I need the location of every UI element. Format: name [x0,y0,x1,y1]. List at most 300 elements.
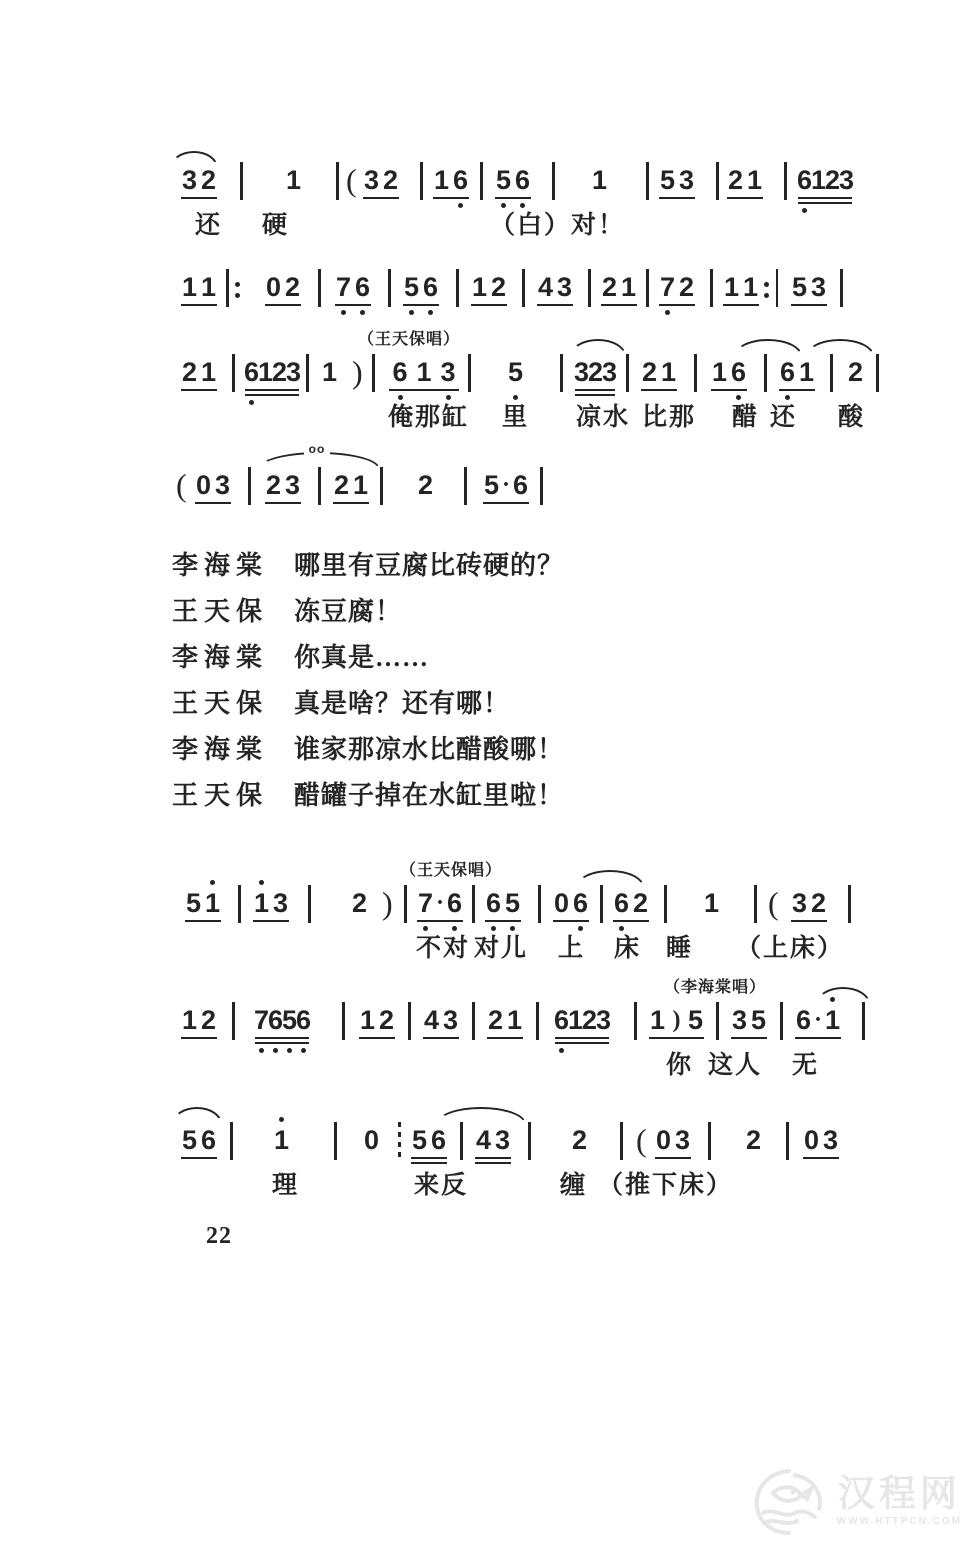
note-group [790,272,828,302]
page-number: 22 [206,1223,232,1249]
note-digit: 1 [252,888,271,918]
note-group [658,165,696,195]
note-digit: 1 [471,272,488,302]
beam-underline [711,389,747,391]
barline [336,162,339,200]
barline [776,269,779,307]
beam-underline [359,1037,395,1039]
barline [626,354,629,392]
lyric-text: （推下床） [598,1172,734,1199]
dialogue-row [172,780,564,826]
note-digit: 6 [729,357,748,387]
note-digit: 3 [214,470,231,500]
barline [840,269,843,307]
note-digit: 6 [512,470,529,500]
watermark [749,1465,962,1539]
barline [308,885,311,923]
note-symbol: · [813,1007,822,1033]
beam-underline [185,920,221,922]
lyric-text: 比那 [642,404,697,431]
barline [372,354,375,392]
lyric-text: （白）对！ [490,212,626,239]
beam-underline [245,389,299,391]
octave-dot-below [578,926,583,931]
note-group [797,165,853,195]
beam-underline [181,1157,217,1159]
note-digit: 1 [711,357,728,387]
note-group [778,357,816,387]
barline [694,354,697,392]
repeat-dots [764,276,769,304]
barline [306,354,309,392]
note-digit: 1 [200,272,217,302]
dialogue-text: 你真是…… [294,643,430,672]
note-digit: 5 [282,1005,296,1035]
note-group [794,1005,842,1035]
note-group [332,470,370,500]
note-digit: 3 [674,1125,691,1155]
beam-underline [253,920,289,922]
octave-dot-above [279,1117,284,1122]
note-digit: 1 [352,470,369,500]
barline [468,354,471,392]
note-group [846,357,865,387]
beam-underline [601,304,637,306]
repeat-end-sign [764,269,778,307]
note-group [702,888,721,918]
note-digit: 2 [378,1005,395,1035]
note-digit: 2 [582,1005,598,1035]
beam-underline [423,1037,459,1039]
note-digit: 4 [423,1005,440,1035]
beam-underline [265,304,301,306]
barline [634,1002,637,1040]
octave-dot-below [341,310,346,315]
octave-dot-below [619,926,624,931]
note-digit: 2 [200,1005,217,1035]
note-digit: 5 [791,272,808,302]
barline [420,162,423,200]
note-digit: 1 [703,888,720,918]
note-digit: 6 [200,1125,217,1155]
note-digit: 2 [601,272,618,302]
note-digit: 1 [591,165,608,195]
note-digit: 2 [200,165,217,195]
barline [318,269,321,307]
beam-underline [641,389,677,391]
note-group [284,165,303,195]
barline [522,269,525,307]
beam-underline [433,197,469,199]
watermark-url: WWW.HTTPCN.COM [836,1516,962,1527]
note-group [484,888,522,918]
note-digit: 6 [445,888,464,918]
repeat-dot [235,293,240,298]
beam-underline [255,1042,309,1044]
speaker-name: 李海棠 [172,735,269,764]
octave-dot-below [273,1048,278,1053]
note-group [358,1005,396,1035]
system-1 [0,162,974,255]
note-digit: 3 [442,1005,459,1035]
barline [830,354,833,392]
note-digit: 1 [823,1005,842,1035]
dialogue-row [172,688,564,734]
dialogue-text: 谁家那凉水比醋酸哪！ [294,735,565,764]
barline [318,467,321,505]
parenthesis: ) [382,885,393,921]
note-digit: 3 [596,1005,612,1035]
note-digit: 1 [746,165,763,195]
note-digit: 2 [810,888,827,918]
lyric-text: 俺那缸 [388,404,470,431]
note-digit: 2 [571,1125,588,1155]
octave-dot-below [458,203,463,208]
note-digit: 2 [641,357,658,387]
note-digit: 3 [602,357,618,387]
note-digit: 0 [195,470,212,500]
beam-underline [333,502,369,504]
octave-dot-below [510,926,515,931]
note-digit: 4 [475,1125,492,1155]
note-digit: 7 [254,1005,268,1035]
beam-underline [335,304,371,306]
dialogue-text: 真是啥？还有哪！ [294,689,511,718]
watermark-brand: 汉程网 [837,1474,961,1515]
note-digit: 3 [284,470,301,500]
note-digit: 2 [487,1005,504,1035]
note-digit: 5 [503,888,522,918]
beam-underline [537,304,573,306]
system-7 [0,1122,974,1215]
barline [786,1122,789,1160]
beam-underline [798,197,852,199]
octave-dot-below [665,310,670,315]
note-group [790,888,828,918]
barline [862,1002,865,1040]
slur-arc [172,1107,222,1124]
beam-underline [411,1162,447,1164]
dialogue-row [172,734,564,780]
watermark-fish-logo-icon [749,1465,829,1539]
note-group [194,470,232,500]
note-digit: 5 [402,272,421,302]
barline [536,1002,539,1040]
beam-underline [553,920,589,922]
note-digit: 1 [798,357,815,387]
note-digit: 1 [181,272,198,302]
lyric-text: 不对 [416,935,471,962]
note-group [648,1005,705,1035]
note-group [658,272,696,302]
note-group [552,888,590,918]
note-digit: 1 [506,1005,523,1035]
beam-underline [655,1157,691,1159]
barline [664,885,667,923]
barline [754,885,757,923]
note-digit: 5 [687,1005,704,1035]
note-digit: 0 [265,272,282,302]
note-group [180,357,218,387]
barline [710,269,713,307]
note-group [612,888,650,918]
note-digit: 6 [388,357,412,387]
note-group [570,1125,589,1155]
note-symbol: ) [672,1007,681,1033]
note-digit: 3 [556,272,573,302]
barline [784,162,787,200]
lyric-text: 睡 [666,935,694,962]
beam-underline [255,1037,309,1039]
note-group [600,272,638,302]
octave-dot-below [446,395,451,400]
beam-underline [791,304,827,306]
note-digit: 5 [181,1125,198,1155]
barline [408,1002,411,1040]
system-6 [0,979,974,1095]
system-5 [0,862,974,978]
note-digit: 3 [810,272,827,302]
note-group [470,272,508,302]
lyric-text: 还 [770,404,798,431]
barline [646,162,649,200]
note-digit: 5 [659,165,676,195]
lyric-text: 酸 [838,404,866,431]
beam-underline [417,920,463,922]
note-digit: 3 [436,357,460,387]
beam-underline [363,197,399,199]
note-digit: 6 [778,357,797,387]
note-digit: 5 [185,888,202,918]
note-digit: 7 [416,888,435,918]
note-digit: 7 [334,272,353,302]
note-group [416,888,464,918]
note-symbol: · [501,472,510,498]
note-group [402,272,440,302]
note-digit: 3 [822,1125,839,1155]
barline [708,1122,711,1160]
note-digit: 1 [359,1005,376,1035]
note-group [410,1125,448,1155]
repeat-dot [764,282,769,287]
repeat-dot [235,282,240,287]
repeat-dot [764,293,769,298]
note-group [486,1005,524,1035]
note-group [654,1125,692,1155]
parenthesis: ) [352,354,363,390]
note-digit: 1 [181,1005,198,1035]
note-digit: 1 [660,357,677,387]
barline [876,354,879,392]
dialogue-row [172,596,564,642]
dialogue-text: 冻豆腐！ [294,597,403,626]
note-digit: 0 [553,888,570,918]
note-digit: 1 [258,357,274,387]
octave-dot-below [249,400,254,405]
lyric-text: 理 [272,1172,300,1199]
note-digit: 1 [649,1005,666,1035]
system-4 [0,442,974,560]
note-digit: 5 [506,357,525,387]
barline [560,354,563,392]
beam-underline [483,502,529,504]
barline [620,1122,623,1160]
beam-underline [389,389,459,391]
watermark-text [837,1475,962,1529]
lyric-text: 还 [195,212,223,239]
barline [238,885,241,923]
note-digit: 6 [353,272,372,302]
system-3 [0,331,974,447]
note-digit: 5 [494,165,513,195]
note-group [264,470,302,500]
lyric-text: 醋 [732,404,760,431]
parenthesis: ( [636,1122,647,1158]
note-group [744,1125,763,1155]
note-digit: 3 [791,888,808,918]
note-group [416,470,435,500]
note-digit: 1 [200,357,217,387]
note-group [362,165,400,195]
octave-dot-below [301,1048,306,1053]
note-digit: 2 [417,470,434,500]
note-digit: 5 [483,470,500,500]
note-digit: 6 [451,165,470,195]
barline [780,1002,783,1040]
parenthesis: ( [346,162,357,198]
octave-dot-below [736,395,741,400]
slur-ornament: oo [304,443,330,455]
note-digit: 2 [825,165,841,195]
note-group [536,272,574,302]
note-group [722,272,760,302]
slur-arc [436,1107,526,1124]
beam-underline [195,502,231,504]
beam-underline [613,920,649,922]
note-digit: 2 [745,1125,762,1155]
note-digit: 1 [203,888,222,918]
octave-dot-below [452,926,457,931]
barline [472,1002,475,1040]
octave-dot-below [259,1048,264,1053]
barline [848,885,851,923]
barline [538,885,541,923]
note-digit: 3 [272,888,289,918]
beam-underline [471,304,507,306]
octave-dot-below [559,1048,564,1053]
note-digit: 2 [490,272,507,302]
note-digit: 1 [272,1125,291,1155]
speaker-name: 王天保 [172,781,269,810]
beam-underline [495,197,531,199]
lyric-text: 来反 [414,1172,469,1199]
barline [388,269,391,307]
note-group [432,165,470,195]
barline [456,269,459,307]
lyric-text: 无 [792,1052,820,1079]
repeat-start-sign [226,269,240,307]
note-digit: 2 [265,470,282,500]
note-digit: 2 [333,470,350,500]
note-group [474,1125,512,1155]
octave-dot-below [398,395,403,400]
beam-underline [791,920,827,922]
octave-dot-below [785,395,790,400]
beam-underline [659,197,695,199]
note-group [494,165,532,195]
note-group [180,1125,218,1155]
note-digit: 2 [678,272,695,302]
note-digit: 6 [797,165,811,195]
note-digit: 1 [285,165,302,195]
barline [232,354,235,392]
note-digit: 2 [727,165,744,195]
beam-underline [779,389,815,391]
beam-underline [485,920,521,922]
note-group [590,165,609,195]
barline [472,885,475,923]
barline [552,162,555,200]
octave-dot-below [513,395,518,400]
barline [230,1122,233,1160]
note-group [802,1125,840,1155]
octave-dot-below [360,310,365,315]
note-digit: 2 [272,357,288,387]
note-digit: 6 [244,357,258,387]
note-digit: 2 [284,272,301,302]
note-group [254,1005,310,1035]
lyric-text: 凉水 [576,404,631,431]
beam-underline [181,1037,217,1039]
note-digit: 6 [612,888,631,918]
note-digit: 5 [411,1125,428,1155]
lyric-text: 床 [614,935,642,962]
parenthesis: ( [176,467,187,503]
note-digit: 3 [363,165,380,195]
octave-dot-above [259,880,264,885]
note-digit: 3 [494,1125,511,1155]
beam-underline [181,389,217,391]
note-digit: 2 [382,165,399,195]
note-digit: 6 [421,272,440,302]
octave-dot-below [501,203,506,208]
lyric-text: （上床） [736,935,845,962]
note-group [730,1005,768,1035]
note-digit: 3 [731,1005,748,1035]
note-group [388,357,460,387]
lyric-text: 里 [502,404,530,431]
barline [764,354,767,392]
lyric-text: 这人 [708,1052,763,1079]
beam-underline [798,202,852,204]
beam-underline [181,197,217,199]
barline [540,467,543,505]
barline [380,467,383,505]
barline [226,269,229,307]
beam-underline [803,1157,839,1159]
note-digit: 6 [430,1125,447,1155]
lyric-text: 上 [558,935,586,962]
note-digit: 1 [416,357,432,387]
lyric-text: 硬 [262,212,290,239]
note-digit: 6 [296,1005,310,1035]
beam-underline [727,197,763,199]
note-digit: 0 [655,1125,672,1155]
note-digit: 4 [537,272,554,302]
note-digit: 3 [839,165,855,195]
note-digit: 1 [620,272,637,302]
note-digit: 0 [363,1125,380,1155]
